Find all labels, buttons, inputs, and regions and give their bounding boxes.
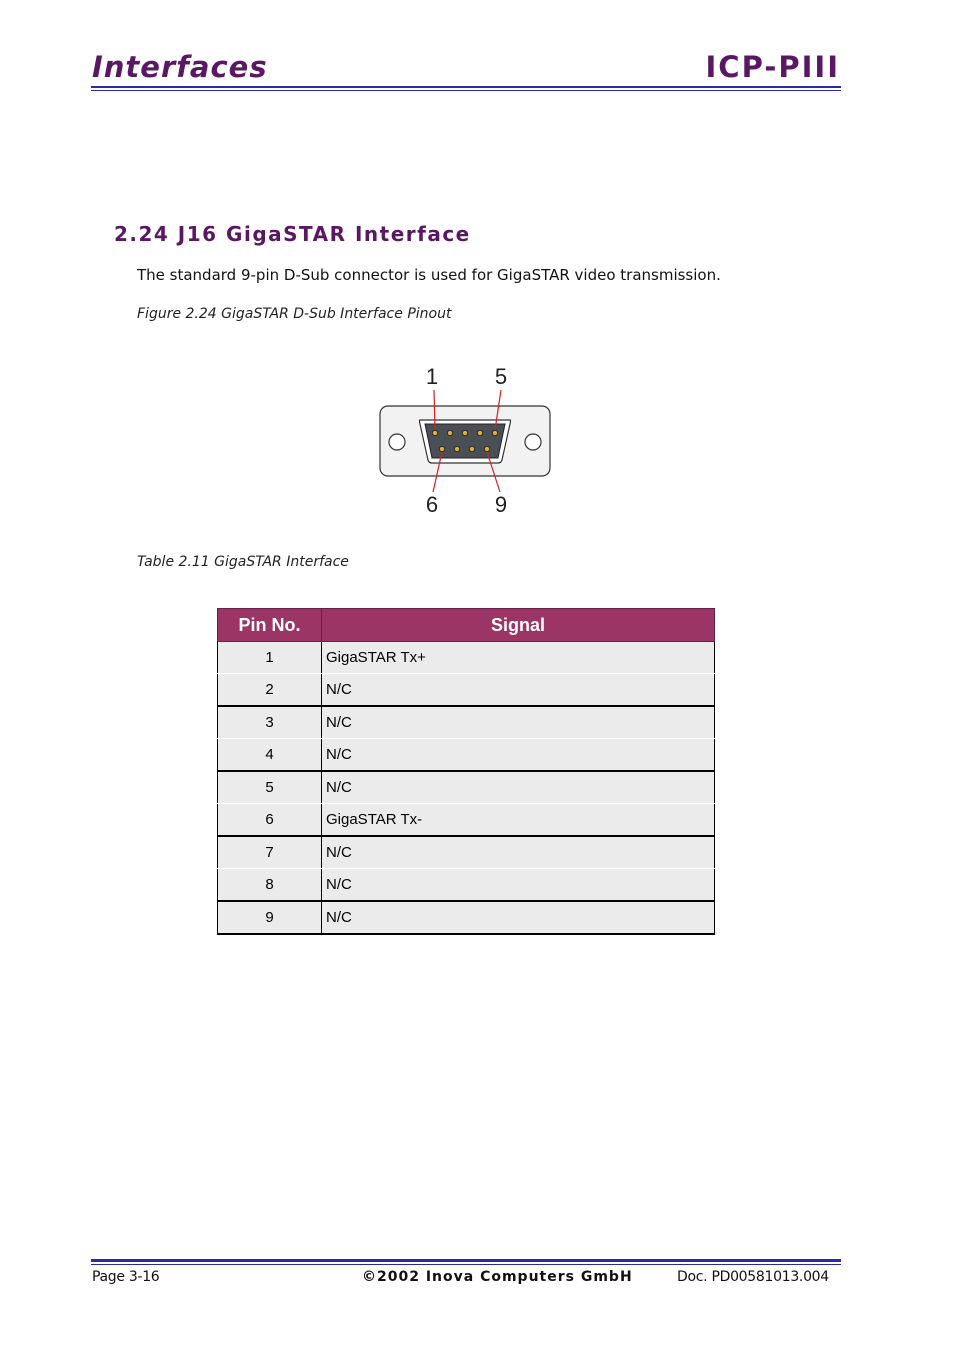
pin-8 <box>469 446 474 451</box>
table-caption: Table 2.11 GigaSTAR Interface <box>137 554 349 570</box>
footer-rule <box>91 1259 841 1262</box>
pin-cell: 6 <box>218 804 322 837</box>
pin-1 <box>432 430 437 435</box>
header-product-name: ICP-PIII <box>705 50 840 84</box>
dsub-connector-figure <box>370 360 560 520</box>
signal-cell: N/C <box>322 869 715 902</box>
table-row <box>218 804 715 837</box>
pin-7 <box>454 446 459 451</box>
signal-cell: GigaSTAR Tx+ <box>322 642 715 674</box>
table-row <box>218 901 715 934</box>
label-pin9: 9 <box>494 492 508 517</box>
header-rule <box>91 86 841 88</box>
signal-cell: N/C <box>322 836 715 869</box>
table-row <box>218 771 715 804</box>
intro-paragraph: The standard 9-pin D-Sub connector is used for GigaSTAR video transmission. <box>137 266 721 284</box>
footer-doc-number: Doc. PD00581013.004 <box>677 1269 829 1285</box>
table-row <box>218 674 715 707</box>
pin-cell: 5 <box>218 771 322 804</box>
label-pin1: 1 <box>425 364 439 389</box>
pinout-table <box>217 608 715 935</box>
header-signal: Signal <box>322 609 715 642</box>
mount-hole-left <box>389 434 405 450</box>
pin-5 <box>492 430 497 435</box>
table-row <box>218 869 715 902</box>
signal-cell: N/C <box>322 771 715 804</box>
table-row <box>218 836 715 869</box>
mount-hole-right <box>525 434 541 450</box>
footer-rule-thin <box>91 1264 841 1265</box>
pin-cell: 3 <box>218 706 322 739</box>
pin-cell: 2 <box>218 674 322 707</box>
figure-caption: Figure 2.24 GigaSTAR D-Sub Interface Pinout <box>137 306 452 322</box>
signal-cell: GigaSTAR Tx- <box>322 804 715 837</box>
pin-cell: 8 <box>218 869 322 902</box>
table-row <box>218 739 715 772</box>
signal-cell: N/C <box>322 739 715 772</box>
pin-cell: 1 <box>218 642 322 674</box>
signal-cell: N/C <box>322 901 715 934</box>
label-pin5: 5 <box>494 364 508 389</box>
pin-2 <box>447 430 452 435</box>
header-chapter-title: Interfaces <box>92 50 268 84</box>
pin-cell: 4 <box>218 739 322 772</box>
section-title: 2.24 J16 GigaSTAR Interface <box>114 222 471 246</box>
signal-cell: N/C <box>322 706 715 739</box>
pin-3 <box>462 430 467 435</box>
label-pin6: 6 <box>425 492 439 517</box>
pin-4 <box>477 430 482 435</box>
header-rule-thin <box>91 90 841 91</box>
pin-cell: 7 <box>218 836 322 869</box>
table-row <box>218 706 715 739</box>
table-row <box>218 642 715 674</box>
connector-d-inner <box>425 424 505 458</box>
footer-copyright: ©2002 Inova Computers GmbH <box>362 1269 633 1285</box>
header-pin-no: Pin No. <box>218 609 322 642</box>
pin-cell: 9 <box>218 901 322 934</box>
footer-page-number: Page 3-16 <box>92 1269 160 1285</box>
pin-6 <box>439 446 444 451</box>
pin-9 <box>484 446 489 451</box>
signal-cell: N/C <box>322 674 715 707</box>
